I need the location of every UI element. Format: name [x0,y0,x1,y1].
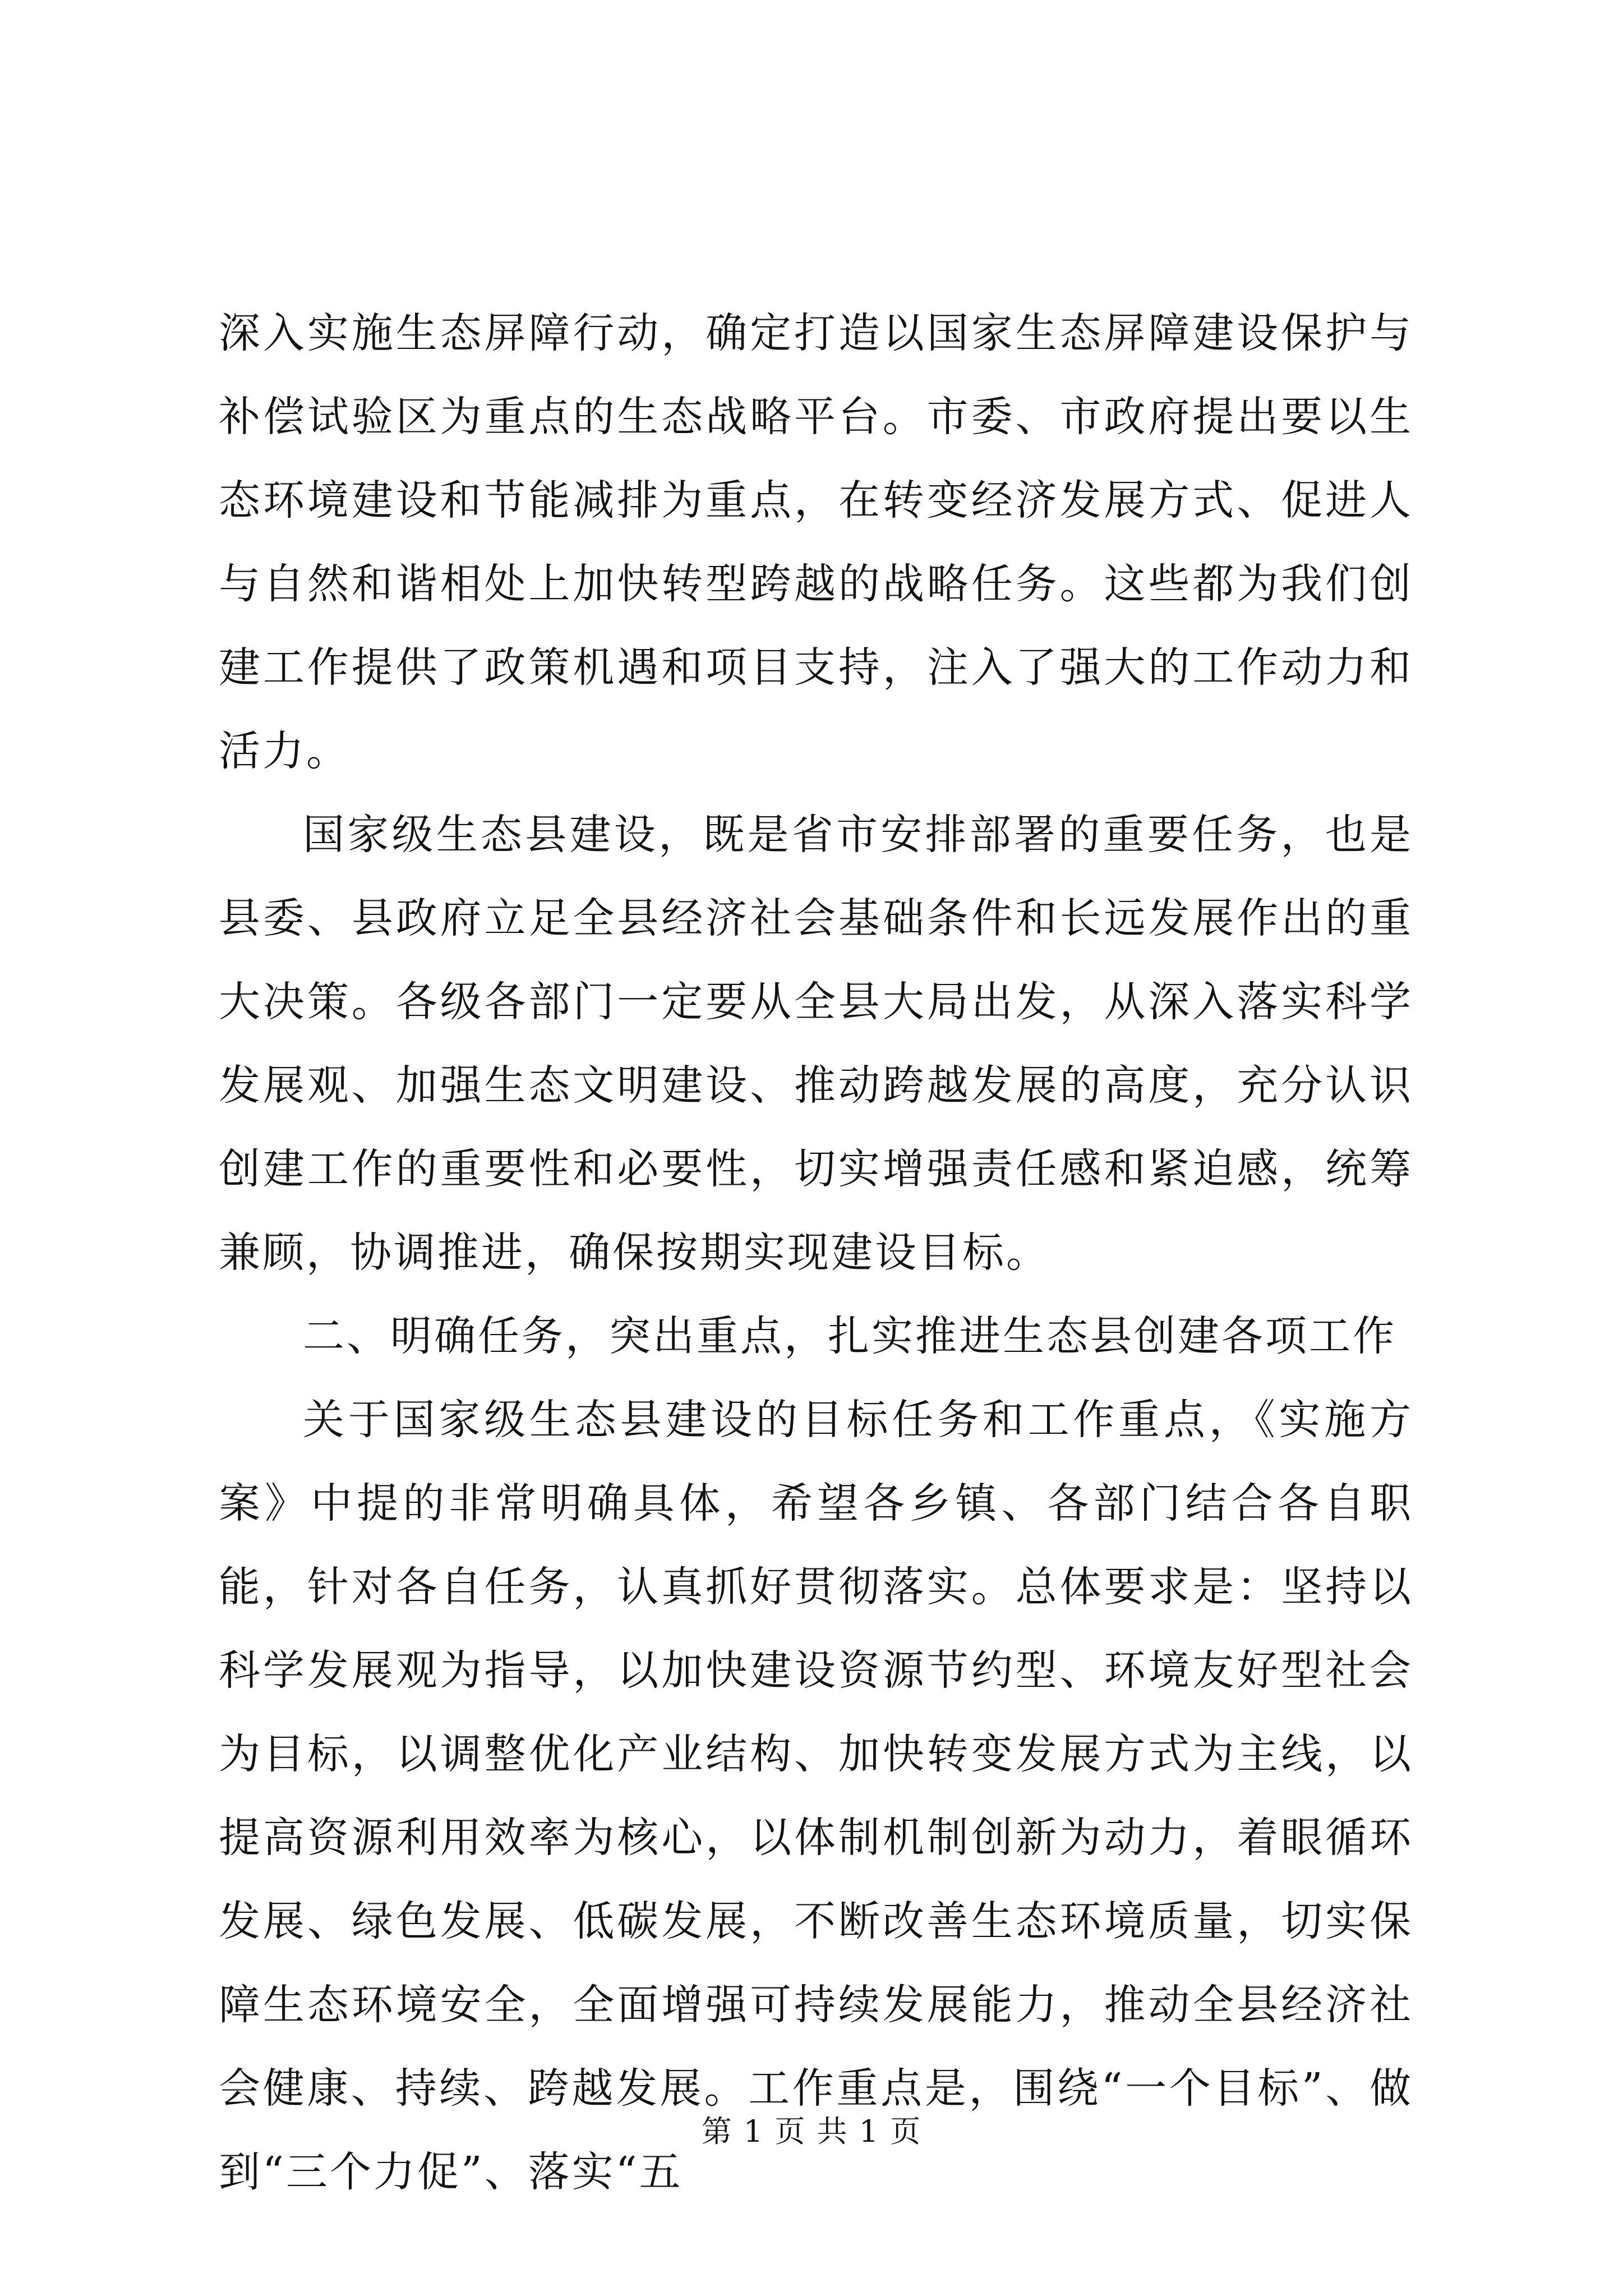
page-number-footer: 第 1 页 共 1 页 [701,2114,922,2149]
document-body [219,292,1413,2214]
paragraph-targets-and-priorities: 关于国家级生态县建设的目标任务和工作重点，《实施方案》中提的非常明确具体，希望各乡镇、各部门结合各自职能，针对各自任务，认真抓好贯彻落实。总体要求是：坚持以科学发展观为指导，以加快建设资源节约型、环境友好型社会为目标，以调整优化产业结构、加快转变发展方式为主线，以提高资源利用效率为核心，以体制机制创新为动力，着眼循环发展、绿色发展、低碳发展，不断改善生态环境质量，切实保障生态环境安全，全面增强可持续发展能力，推动全县经济社会健康、持续、跨越发展。工作重点是，围绕“一个目标”、做到“三个力促”、落实“五 [219,1396,1413,2196]
paragraph-ecology-barrier: 深入实施生态屏障行动，确定打造以国家生态屏障建设保护与补偿试验区为重点的生态战略平台。市委、市政府提出要以生态环境建设和节能减排为重点，在转变经济发展方式、促进人与自然和谐相处上加快转型跨越的战略任务。这些都为我们创建工作提供了政策机遇和项目支持，注入了强大的工作动力和活力。 [219,309,1413,775]
section-heading-tasks: 二、明确任务，突出重点，扎实推进生态县创建各项工作 [303,1312,1396,1360]
paragraph-ecological-county-decision: 国家级生态县建设，既是省市安排部署的重要任务，也是县委、县政府立足全县经济社会基础条件和长远发展作出的重大决策。各级各部门一定要从全县大局出发，从深入落实科学发展观、加强生态文明建设、推动跨越发展的高度，充分认识创建工作的重要性和必要性，切实增强责任感和紧迫感，统筹兼顾，协调推进，确保按期实现建设目标。 [219,811,1413,1277]
